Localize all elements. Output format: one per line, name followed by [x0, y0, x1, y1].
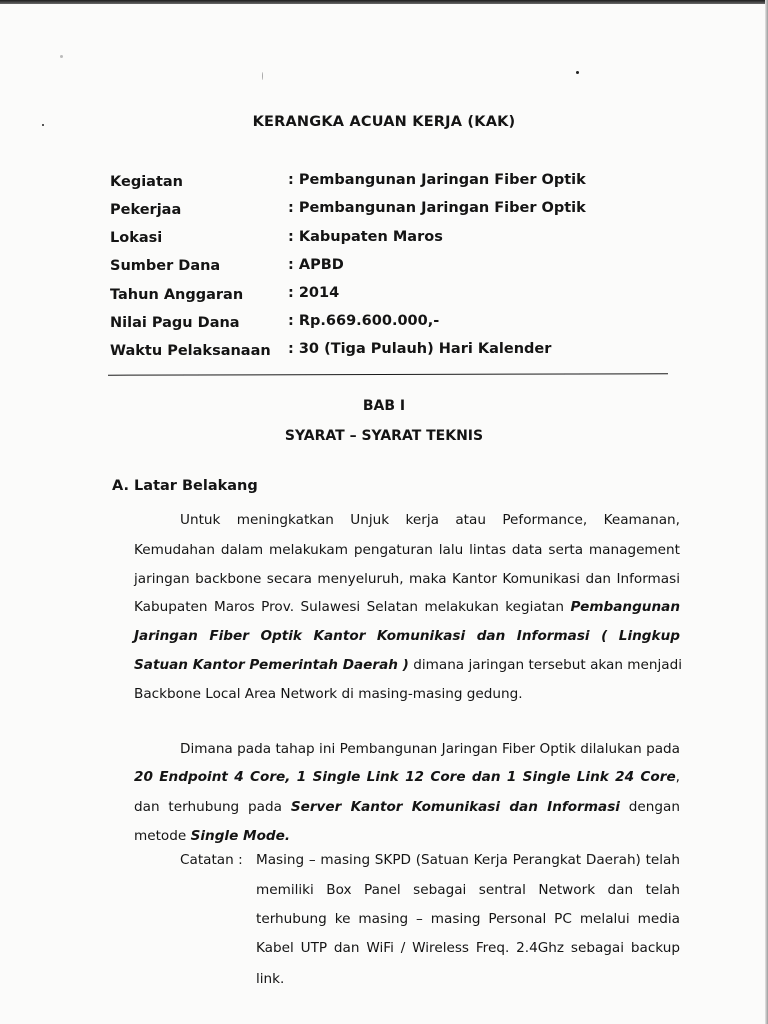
- paragraph-line: [134, 828, 290, 844]
- paragraph-text: ,: [675, 769, 680, 785]
- info-label: Lokasi: [110, 230, 163, 246]
- scan-speck: [262, 72, 263, 80]
- emphasis-text: 20 Endpoint 4 Core, 1 Single Link 12 Core dan 1 Single Link 24 Core: [134, 769, 676, 785]
- emphasis-text: Pembangunan: [570, 599, 680, 615]
- note-label: Catatan :: [180, 852, 243, 868]
- header-divider: [108, 373, 668, 375]
- info-label: Tahun Anggaran: [110, 287, 244, 303]
- paragraph-text: dan terhubung pada: [134, 799, 291, 815]
- paragraph-text: metode: [134, 828, 191, 844]
- info-label: Kegiatan: [110, 174, 183, 190]
- note-line: memiliki Box Panel sebagai sentral Network dan telah: [256, 882, 680, 898]
- paragraph-line: [134, 799, 680, 815]
- section-heading-latar-belakang: A. Latar Belakang: [112, 478, 258, 494]
- info-label: Pekerjaa: [110, 202, 182, 218]
- info-value: : Pembangunan Jaringan Fiber Optik: [288, 172, 586, 188]
- chapter-title: SYARAT – SYARAT TEKNIS: [284, 428, 484, 444]
- paragraph-line: Untuk meningkatkan Unjuk kerja atau Peformance, Keamanan,: [180, 512, 680, 528]
- paragraph-line: Dimana pada tahap ini Pembangunan Jaringan Fiber Optik dilalukan pada: [180, 741, 680, 757]
- paragraph-line: Jaringan Fiber Optik Kantor Komunikasi dan Informasi ( Lingkup: [134, 628, 680, 644]
- scan-top-edge: [0, 0, 768, 4]
- note-line: link.: [256, 971, 285, 987]
- emphasis-text: Single Mode.: [190, 828, 291, 844]
- info-label: Waktu Pelaksanaan: [110, 343, 271, 359]
- info-value: : Pembangunan Jaringan Fiber Optik: [288, 200, 586, 216]
- scan-speck: [60, 55, 63, 58]
- paragraph-line: jaringan backbone secara menyeluruh, maka Kantor Komunikasi dan Informasi: [134, 571, 680, 587]
- note-line: terhubung ke masing – masing Personal PC melalui media: [256, 911, 680, 927]
- info-label: Sumber Dana: [110, 258, 221, 274]
- paragraph-text: dimana jaringan tersebut akan menjadi: [408, 657, 683, 673]
- scan-speck: [576, 71, 579, 74]
- info-value: : Kabupaten Maros: [288, 229, 443, 245]
- paragraph-line: [134, 769, 680, 785]
- paragraph-line: Backbone Local Area Network di masing-masing gedung.: [134, 686, 523, 702]
- paragraph-text: dengan: [619, 799, 680, 815]
- emphasis-text: Satuan Kantor Pemerintah Daerah ): [134, 657, 409, 673]
- chapter-number: BAB I: [362, 398, 406, 414]
- paragraph-line: Kemudahan dalam melakukam pengaturan lalu lintas data serta management: [134, 542, 680, 558]
- info-value: : APBD: [288, 257, 344, 273]
- info-value: : 30 (Tiga Pulauh) Hari Kalender: [288, 341, 552, 357]
- paragraph-line: [134, 599, 680, 615]
- paragraph-line: [134, 657, 683, 673]
- info-value: : Rp.669.600.000,-: [288, 313, 440, 329]
- document-title: KERANGKA ACUAN KERJA (KAK): [252, 114, 516, 130]
- info-value: : 2014: [288, 285, 340, 301]
- info-label: Nilai Pagu Dana: [110, 315, 240, 331]
- note-line: Kabel UTP dan WiFi / Wireless Freq. 2.4Ghz sebagai backup: [256, 940, 680, 956]
- paragraph-text: Kabupaten Maros Prov. Sulawesi Selatan melakukan kegiatan: [134, 599, 571, 615]
- note-line: Masing – masing SKPD (Satuan Kerja Perangkat Daerah) telah: [256, 852, 680, 868]
- emphasis-text: Server Kantor Komunikasi dan Informasi: [290, 799, 620, 815]
